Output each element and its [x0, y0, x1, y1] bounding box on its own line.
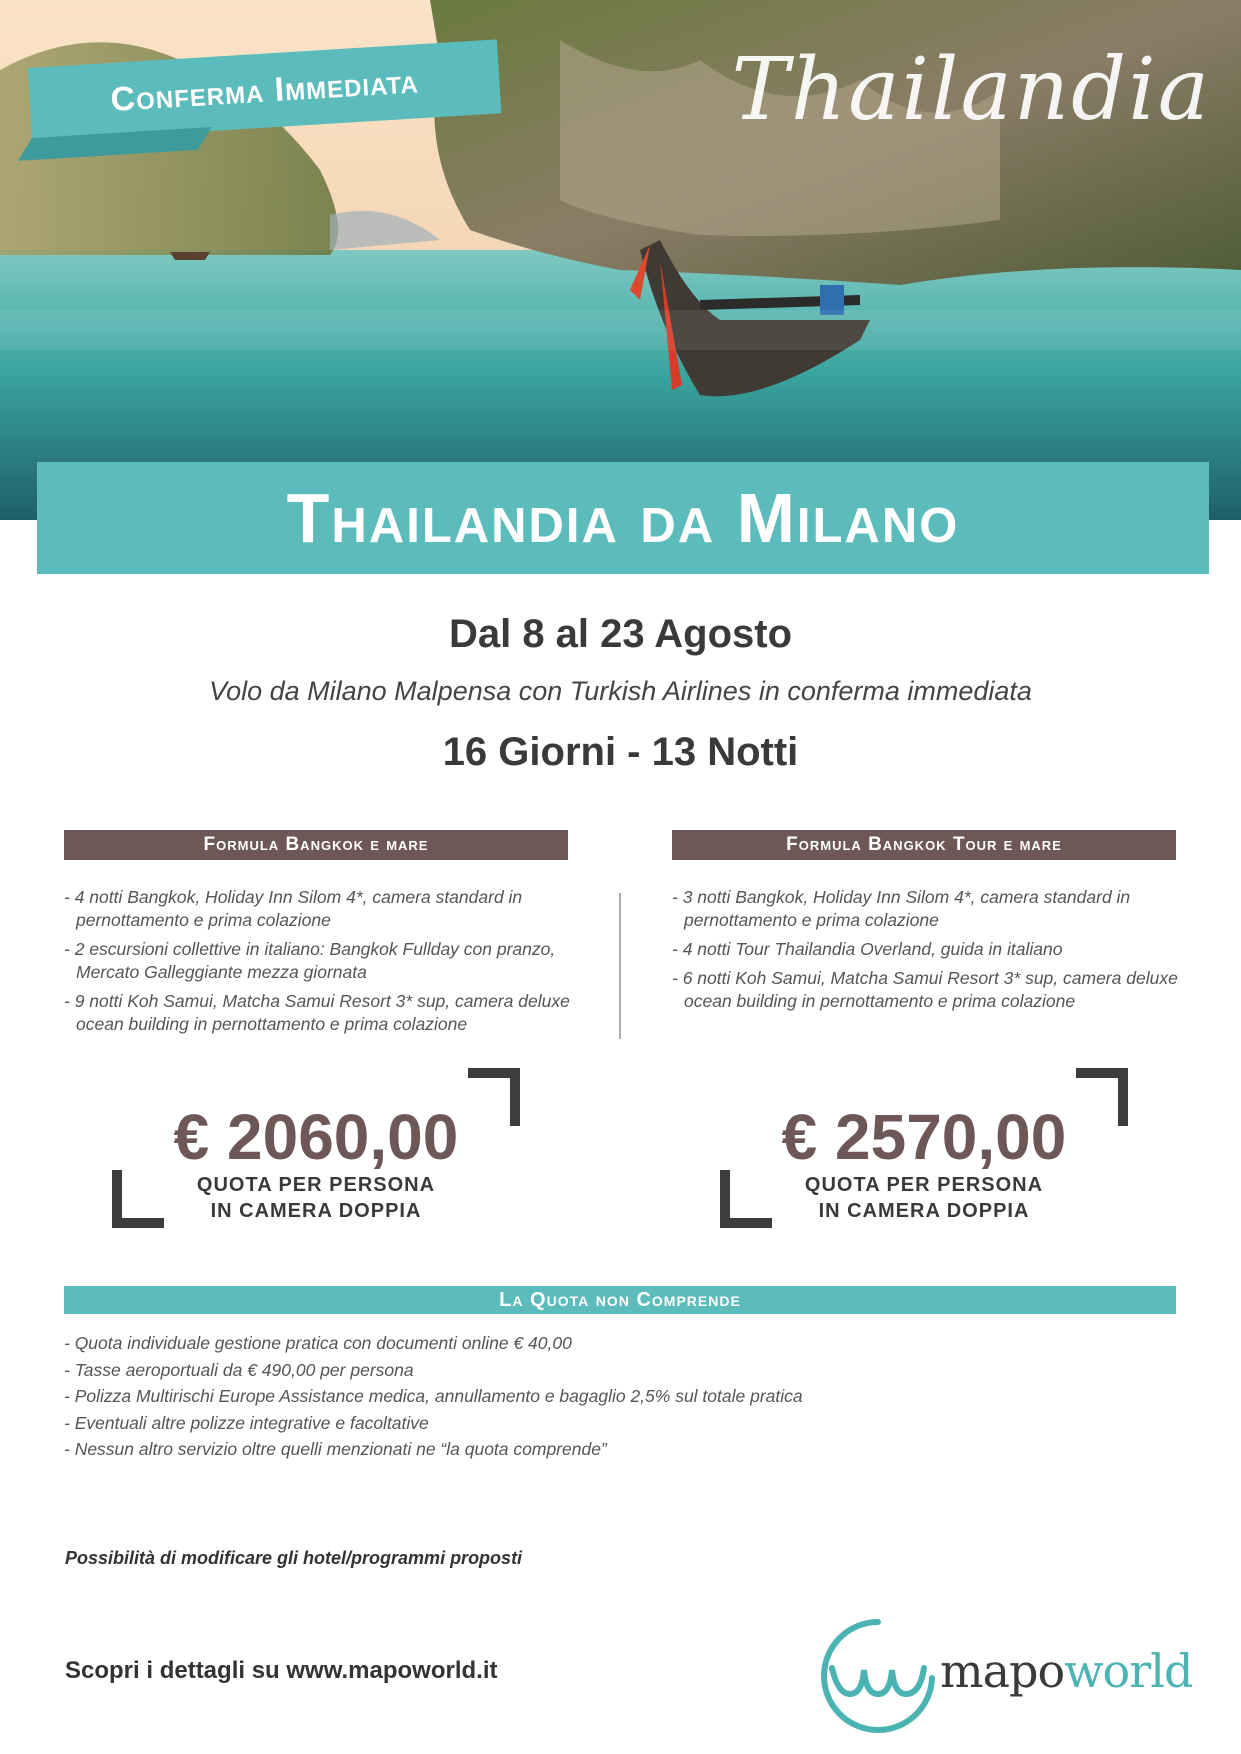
- logo-text-world: world: [1064, 1644, 1193, 1698]
- price-value: € 2060,00: [173, 1101, 459, 1173]
- list-item: - 2 escursioni collettive in italiano: Bangkok Fullday con pranzo, Mercato Galleggiante mezza giornata: [64, 939, 556, 982]
- formula-bangkok-tour-mare-header: Formula Bangkok Tour e mare: [672, 830, 1176, 860]
- formula-bangkok-mare-list: [64, 886, 574, 1042]
- list-item: - Tasse aeroportuali da € 490,00 per persona: [64, 1359, 414, 1380]
- formula-bangkok-mare-header: Formula Bangkok e mare: [64, 830, 568, 860]
- price-note-line: IN CAMERA DOPPIA: [818, 1200, 1030, 1222]
- flight-info: Volo da Milano Malpensa con Turkish Airlines in conferma immediata: [209, 676, 1032, 706]
- price-value: € 2570,00: [781, 1101, 1067, 1173]
- price-box-bangkok-tour-mare: [720, 1068, 1128, 1228]
- price-note-line: QUOTA PER PERSONA: [804, 1174, 1044, 1196]
- price-note-line: QUOTA PER PERSONA: [196, 1174, 436, 1196]
- list-item: - Eventuali altre polizze integrative e facoltative: [64, 1412, 429, 1433]
- column-divider: [619, 893, 621, 1039]
- formula-bangkok-tour-mare-list: [672, 886, 1182, 1019]
- badge-label: Conferma Immediata: [109, 61, 420, 119]
- list-item: - Polizza Multirischi Europe Assistance medica, annullamento e bagaglio 2,5% sul totale pratica: [64, 1386, 803, 1406]
- title-banner: [37, 462, 1209, 574]
- hero-script-title: Thailandia: [731, 40, 1211, 140]
- modification-note: Possibilità di modificare gli hotel/programmi proposti: [65, 1548, 523, 1568]
- list-item: - 3 notti Bangkok, Holiday Inn Silom 4*, camera standard in pernottamento e prima colazione: [672, 887, 1131, 930]
- price-box-bangkok-mare: [112, 1068, 520, 1228]
- list-item: - 4 notti Bangkok, Holiday Inn Silom 4*, camera standard in pernottamento e prima colazione: [64, 887, 523, 930]
- logo-text-mapo: mapo: [940, 1644, 1065, 1698]
- footer-details-link[interactable]: Scopri i dettagli su www.mapoworld.it: [65, 1657, 498, 1684]
- mapoworld-logo: [818, 1616, 1193, 1734]
- travel-dates: Dal 8 al 23 Agosto: [448, 612, 793, 656]
- price-note: [720, 1172, 1128, 1224]
- price-note: [112, 1172, 520, 1224]
- list-item: - 9 notti Koh Samui, Matcha Samui Resort 3* sup, camera deluxe ocean building in pernottamento e prima colazione: [64, 991, 570, 1034]
- list-item: - 6 notti Koh Samui, Matcha Samui Resort 3* sup, camera deluxe ocean building in pernottamento e prima colazione: [672, 968, 1178, 1011]
- page-title: Thailandia da Milano: [286, 479, 960, 557]
- not-included-header: La Quota non Comprende: [64, 1286, 1176, 1314]
- list-item: - 4 notti Tour Thailandia Overland, guida in italiano: [672, 939, 1063, 959]
- logo-circle-icon: [818, 1616, 938, 1734]
- logo-wordmark: [940, 1644, 1192, 1698]
- list-item: - Nessun altro servizio oltre quelli menzionati ne “la quota comprende”: [64, 1439, 607, 1459]
- list-item: - Quota individuale gestione pratica con documenti online € 40,00: [64, 1333, 572, 1353]
- price-note-line: IN CAMERA DOPPIA: [210, 1200, 422, 1222]
- not-included-list: [64, 1330, 1164, 1463]
- trip-duration: 16 Giorni - 13 Notti: [442, 730, 799, 774]
